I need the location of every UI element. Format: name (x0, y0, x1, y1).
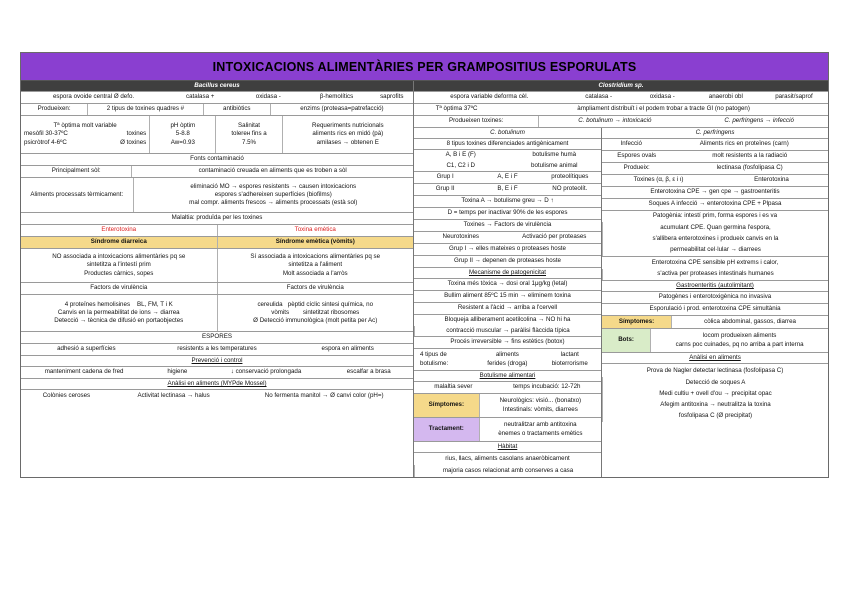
tractament-label: Tractament: (414, 418, 479, 441)
produeixen-label: Produeixen: (37, 105, 71, 113)
esporulacio-line: Esporulació i prod. enterotoxina CPE simultània (649, 305, 781, 313)
enzims: enzims (proteasa=patrefacció) (270, 104, 413, 115)
processats-line: eliminació MO → espores resistents → causen intoxicacions (190, 182, 357, 190)
tipus-item: lactant (560, 351, 579, 359)
patogenia-line: Patogènia: intestí prim, forma espores i es va (652, 212, 778, 220)
ph-title: pH òptim (170, 122, 196, 130)
vir-em: vòmits (271, 308, 290, 316)
analisi-item: No fermenta manitol → Ø canvi color (pH=) (264, 391, 384, 399)
vir-diar: BL, FM, T i K (136, 300, 173, 308)
trait: espora ovoide central Ø defo. (52, 93, 135, 101)
toxines-virulencia: Toxines → Factors de virulència (463, 221, 552, 229)
botulinum-header: C. botulinum (490, 128, 525, 136)
simptomes-line: Intestinals: vòmits, diarrees (502, 405, 578, 413)
vir-diar: Canvis en la permeabilitat de ions → diarrea (57, 308, 180, 316)
limentari-item: malaltia sever (434, 383, 473, 391)
perfringens-header: C. perfringens (695, 128, 735, 136)
temp-no-toxines: Ø toxines (120, 138, 147, 146)
bot-group: botulisme humà (532, 151, 577, 159)
distribucio: àmpliament distribuït i el podem trobar a tracte GI (no patogen) (577, 105, 750, 113)
trait: saprofits (380, 93, 404, 101)
grup-ii: Grup II (435, 185, 455, 193)
salinitat-line: tolerен fins a (231, 130, 267, 138)
toxina-emetica-label: Toxina emètica (217, 225, 414, 236)
analisi-label: Anàlisi en aliments (MYPde Mossel) (167, 379, 267, 387)
produeix-label: Produeix: (623, 164, 650, 172)
diarreic-line: NO associada a intoxicacions alimentàries pq se (52, 253, 186, 261)
grup-i: Grup I (436, 173, 454, 181)
ph-value: 5-8.8 (175, 130, 190, 138)
prevencio-label: Prevenció i control (191, 356, 243, 364)
enterotoxina-line: Enterotoxina CPE sensible pH extrems i calor, (651, 258, 779, 266)
grup-i-text: Grup I → elles mateixes o proteases hoste (449, 245, 566, 253)
habitat-line: rius, llacs, aliments casolans anaeròbicament (445, 454, 570, 462)
sindrome-diarreica: Síndrome diarreica (21, 237, 217, 248)
analisi-label: Anàlisi en aliments (689, 353, 741, 361)
bot-group: A, B i E (F) (445, 151, 476, 159)
mec-line: contracció muscular → paràlisi flàccida típica (414, 326, 601, 337)
enterotoxina-label: Enterotoxina (101, 226, 137, 234)
infeccio-label: Infecció (620, 140, 642, 148)
enterotoxina-line: s'activa per proteases intestinals humanes (602, 269, 828, 281)
produeixen-text: 2 tipus de toxines quadres # (87, 104, 203, 115)
botulisme-alimentari-label: Botulisme alimentari (479, 371, 536, 379)
grup-i: proteolítiques (551, 173, 589, 181)
antibiotics: antibiòtics (203, 104, 270, 115)
temp-toxines: toxines (126, 130, 147, 138)
analisi-item: Activitat lectinasa → halus (137, 391, 210, 399)
trait: catalasa - (585, 93, 613, 101)
bot-group: botulisme animal (531, 161, 578, 169)
prevencio-item: manteniment cadena de fred (44, 368, 124, 376)
habitat-label: Hàbitat (497, 442, 518, 450)
tipus-label: 4 tipus de (420, 351, 447, 359)
grup-ii: B, E i F (497, 185, 518, 193)
mecanisme-label: Mecanisme de patogenicitat (468, 268, 547, 276)
vir-em: Ø Detecció immunològica (molt petita per Ac) (253, 317, 378, 325)
diarreic-line: Productes càrnics, sopes (84, 269, 154, 277)
processats-line: mal compr. aliments frescos → aliments processats (està sol) (189, 199, 358, 207)
bot-group: C1, C2 i D (446, 161, 476, 169)
requeriments-title: Requeriments nutricionals (312, 122, 384, 130)
trait: oxidasa - (649, 93, 675, 101)
infeccio-text: Aliments rics en proteïnes (carn) (699, 140, 789, 148)
clostridium-block (414, 81, 828, 477)
salinitat-value: 7.5% (241, 138, 257, 146)
requeriments-line: aliments rics en midó (pà) (312, 130, 384, 138)
bacillus-header: Bacillus cereus (21, 81, 413, 91)
mec-line: Bloqueja alliberament acetilcolina → NO hi ha (444, 316, 571, 324)
diarreic-line: sintetitza a l'intestí prim (86, 261, 151, 269)
patogenia-line: permeabilitat cel·lular → diarrees (602, 245, 828, 256)
habitat-line: majoria casos relacionat amb conserves a casa (414, 465, 601, 477)
prod-botulinum: C. botulinum → intoxicació (538, 116, 690, 127)
mec-line: Resistent a l'àcid → arriba a l'cervell (457, 304, 558, 312)
prevencio-item: higiene (167, 368, 188, 376)
espores-label: ESPORES (202, 333, 232, 341)
simptomes-text: còlica abdominal, gassos, diarrea (671, 316, 828, 328)
salinitat-title: Salinitat (238, 122, 261, 130)
activacio: Activació per proteases (522, 233, 587, 241)
temp-optima: Tª òptima molt variable (53, 122, 117, 130)
trait: oxidasa - (255, 93, 281, 101)
analisi-line: Medi cultiu + ovell d'ou → precipitat opac (602, 388, 828, 399)
aw-value: Aw=0.93 (170, 138, 195, 146)
toxines-label: Toxines (α, β, ε i ι) (633, 176, 684, 184)
vir-em: pèptid cíclic sintesi química, no (287, 300, 374, 308)
mec-line: Bullim aliment 85ºC 15 min → eliminem toxina (444, 292, 571, 300)
simptomes-label: Símptomes: (414, 394, 479, 417)
processats-line: espores s'adhereixen superfícies (biofilms) (214, 190, 332, 198)
requeriments-line: amilases → obtenen E (316, 138, 379, 146)
trait: espora variable deforma cèl. (450, 93, 529, 101)
espores-text: molt resistents a la radiació (712, 152, 788, 160)
grup-ii-text: Grup II → depenen de proteases hoste (454, 257, 561, 265)
vir-diar: Detecció → tècnica de difusió en portaobjectes (54, 317, 184, 325)
perfringens-column (602, 128, 828, 477)
mec-line: Procés irreversible → fins estètics (botox) (450, 338, 565, 346)
fonts-label: Fonts contaminació (190, 155, 244, 163)
tipus-item: ferides (droga) (487, 359, 528, 367)
virulencia-label: Factors de virulència (217, 283, 414, 294)
analisi-line: fosfolipasa C (Ø precipitat) (602, 411, 828, 422)
analisi-line: Afegim antitoxina → neutralitza la toxina (602, 400, 828, 411)
analisi-line: Detecció de soques A (602, 377, 828, 388)
vir-diar: 4 proteïnes hemolisines (64, 300, 131, 308)
trait: β-hemolítics (319, 93, 354, 101)
temp-mesofil: mesòfil 30-37ºC (24, 130, 68, 138)
prevencio-item: ↓ conservació prolongada (230, 368, 302, 376)
limentari-item: temps incubació: 12-72h (513, 383, 581, 391)
produeixen-label: Produeixen toxines: (448, 117, 504, 125)
sheet-title: INTOXICACIONS ALIMENTÀRIES PER GRAMPOSITIUS ESPORULATS (21, 53, 828, 81)
patogenes-line: Patogènes i enterotoxigènica no invasiva (658, 293, 772, 301)
clostridium-header: Clostridium sp. (414, 81, 828, 91)
emetic-line: Molt associada a l'arròs (282, 269, 348, 277)
tractament-line: ènemes o tractaments emètics (498, 429, 583, 437)
tractament-line: neutralitzar amb antitoxina (504, 421, 577, 429)
d-value: D = temps per inactivar 90% de les espores (447, 209, 568, 217)
malaltia: Malaltia: produïda per les toxines (171, 214, 263, 222)
analisi-line: Prova de Nagler detectar lectinasa (fosfolipasa C) (646, 367, 784, 375)
mec-line: Toxina més tòxica → dosi oral 1μg/kg (letal) (447, 280, 568, 288)
tipus-item: bioterrorisme (551, 359, 588, 367)
virulencia-label: Factors de virulència (90, 284, 148, 292)
espores-item: espora en aliments (321, 345, 374, 353)
summary-sheet (20, 52, 829, 478)
gastro-label: Gastroenteritis (autolimitant) (676, 281, 754, 289)
espores-item: adhesió a superfícies (57, 345, 116, 353)
emetic-line: sintetitza a l'aliment (288, 261, 343, 269)
bots-label: Bots: (602, 329, 650, 352)
sindrome-emetica: Síndrome emètica (vòmits) (217, 237, 414, 248)
bots-line: carns poc cuinades, pq no arriba a part interna (675, 340, 804, 348)
analisi-item: Colònies ceroses (42, 391, 91, 399)
trait: anaerobi obl (708, 93, 743, 101)
simptomes-line: Neurològics: visió... (bonatxo) (499, 397, 582, 405)
neurotoxines: Neurotoxines (442, 233, 479, 241)
grup-ii: NO proteolít. (552, 185, 588, 193)
principal-text: contaminació creuada en aliments que es troben a sòl (131, 166, 413, 177)
entero-line: Enterotoxina CPE → gen cpe → gastroenteritis (650, 188, 780, 196)
patogenia-line: s'allibera enterotoxines i produeix canvis en la (602, 234, 828, 245)
processats-label: Aliments processats tèrmicament: (30, 190, 124, 198)
botulinum-column (414, 128, 602, 477)
emetic-line: Sí associada a intoxicacions alimentàries pq se (250, 253, 381, 261)
temp-psicrotrof: psicròtrof 4-6ºC (24, 138, 67, 146)
patogenia-line: acumulant CPE. Quan germina l'espora, (602, 222, 828, 233)
espores-label: Espores ovals (617, 152, 657, 160)
soques-line: Soques A infecció → enterotoxina CPE + Plpasa (648, 200, 782, 208)
temp-optima: Tª òptima 37ºC (435, 105, 478, 113)
prod-perfringens: C. perfringens → infecció (724, 117, 794, 125)
vir-em: sintetitzat ribosomes (302, 308, 360, 316)
vir-em: cereulida (257, 300, 283, 308)
produeix-text: lectinasa (fosfolipasa C) (716, 164, 783, 172)
simptomes-label: Símptomes: (602, 316, 671, 328)
tipus-label: botulisme: (420, 359, 449, 367)
trait: catalasa + (185, 93, 215, 101)
bacillus-column (21, 81, 414, 477)
bot-line: 8 tipus toxines diferenciades antigènicament (446, 139, 569, 147)
enterotoxina-label: Enterotoxina (754, 176, 789, 184)
grup-i: A, E i F (497, 173, 518, 181)
prevencio-item: escalfar a brasa (346, 368, 391, 376)
trait: parasit/saprof (775, 93, 813, 101)
bots-line: locom produeixen aliments (702, 332, 777, 340)
principal-label: Principalment sòl: (51, 167, 101, 175)
espores-item: resistents a les temperatures (177, 345, 257, 353)
toxina-a: Toxina A → botulisme greu → D ↑ (461, 197, 554, 205)
tipus-item: aliments (495, 351, 519, 359)
